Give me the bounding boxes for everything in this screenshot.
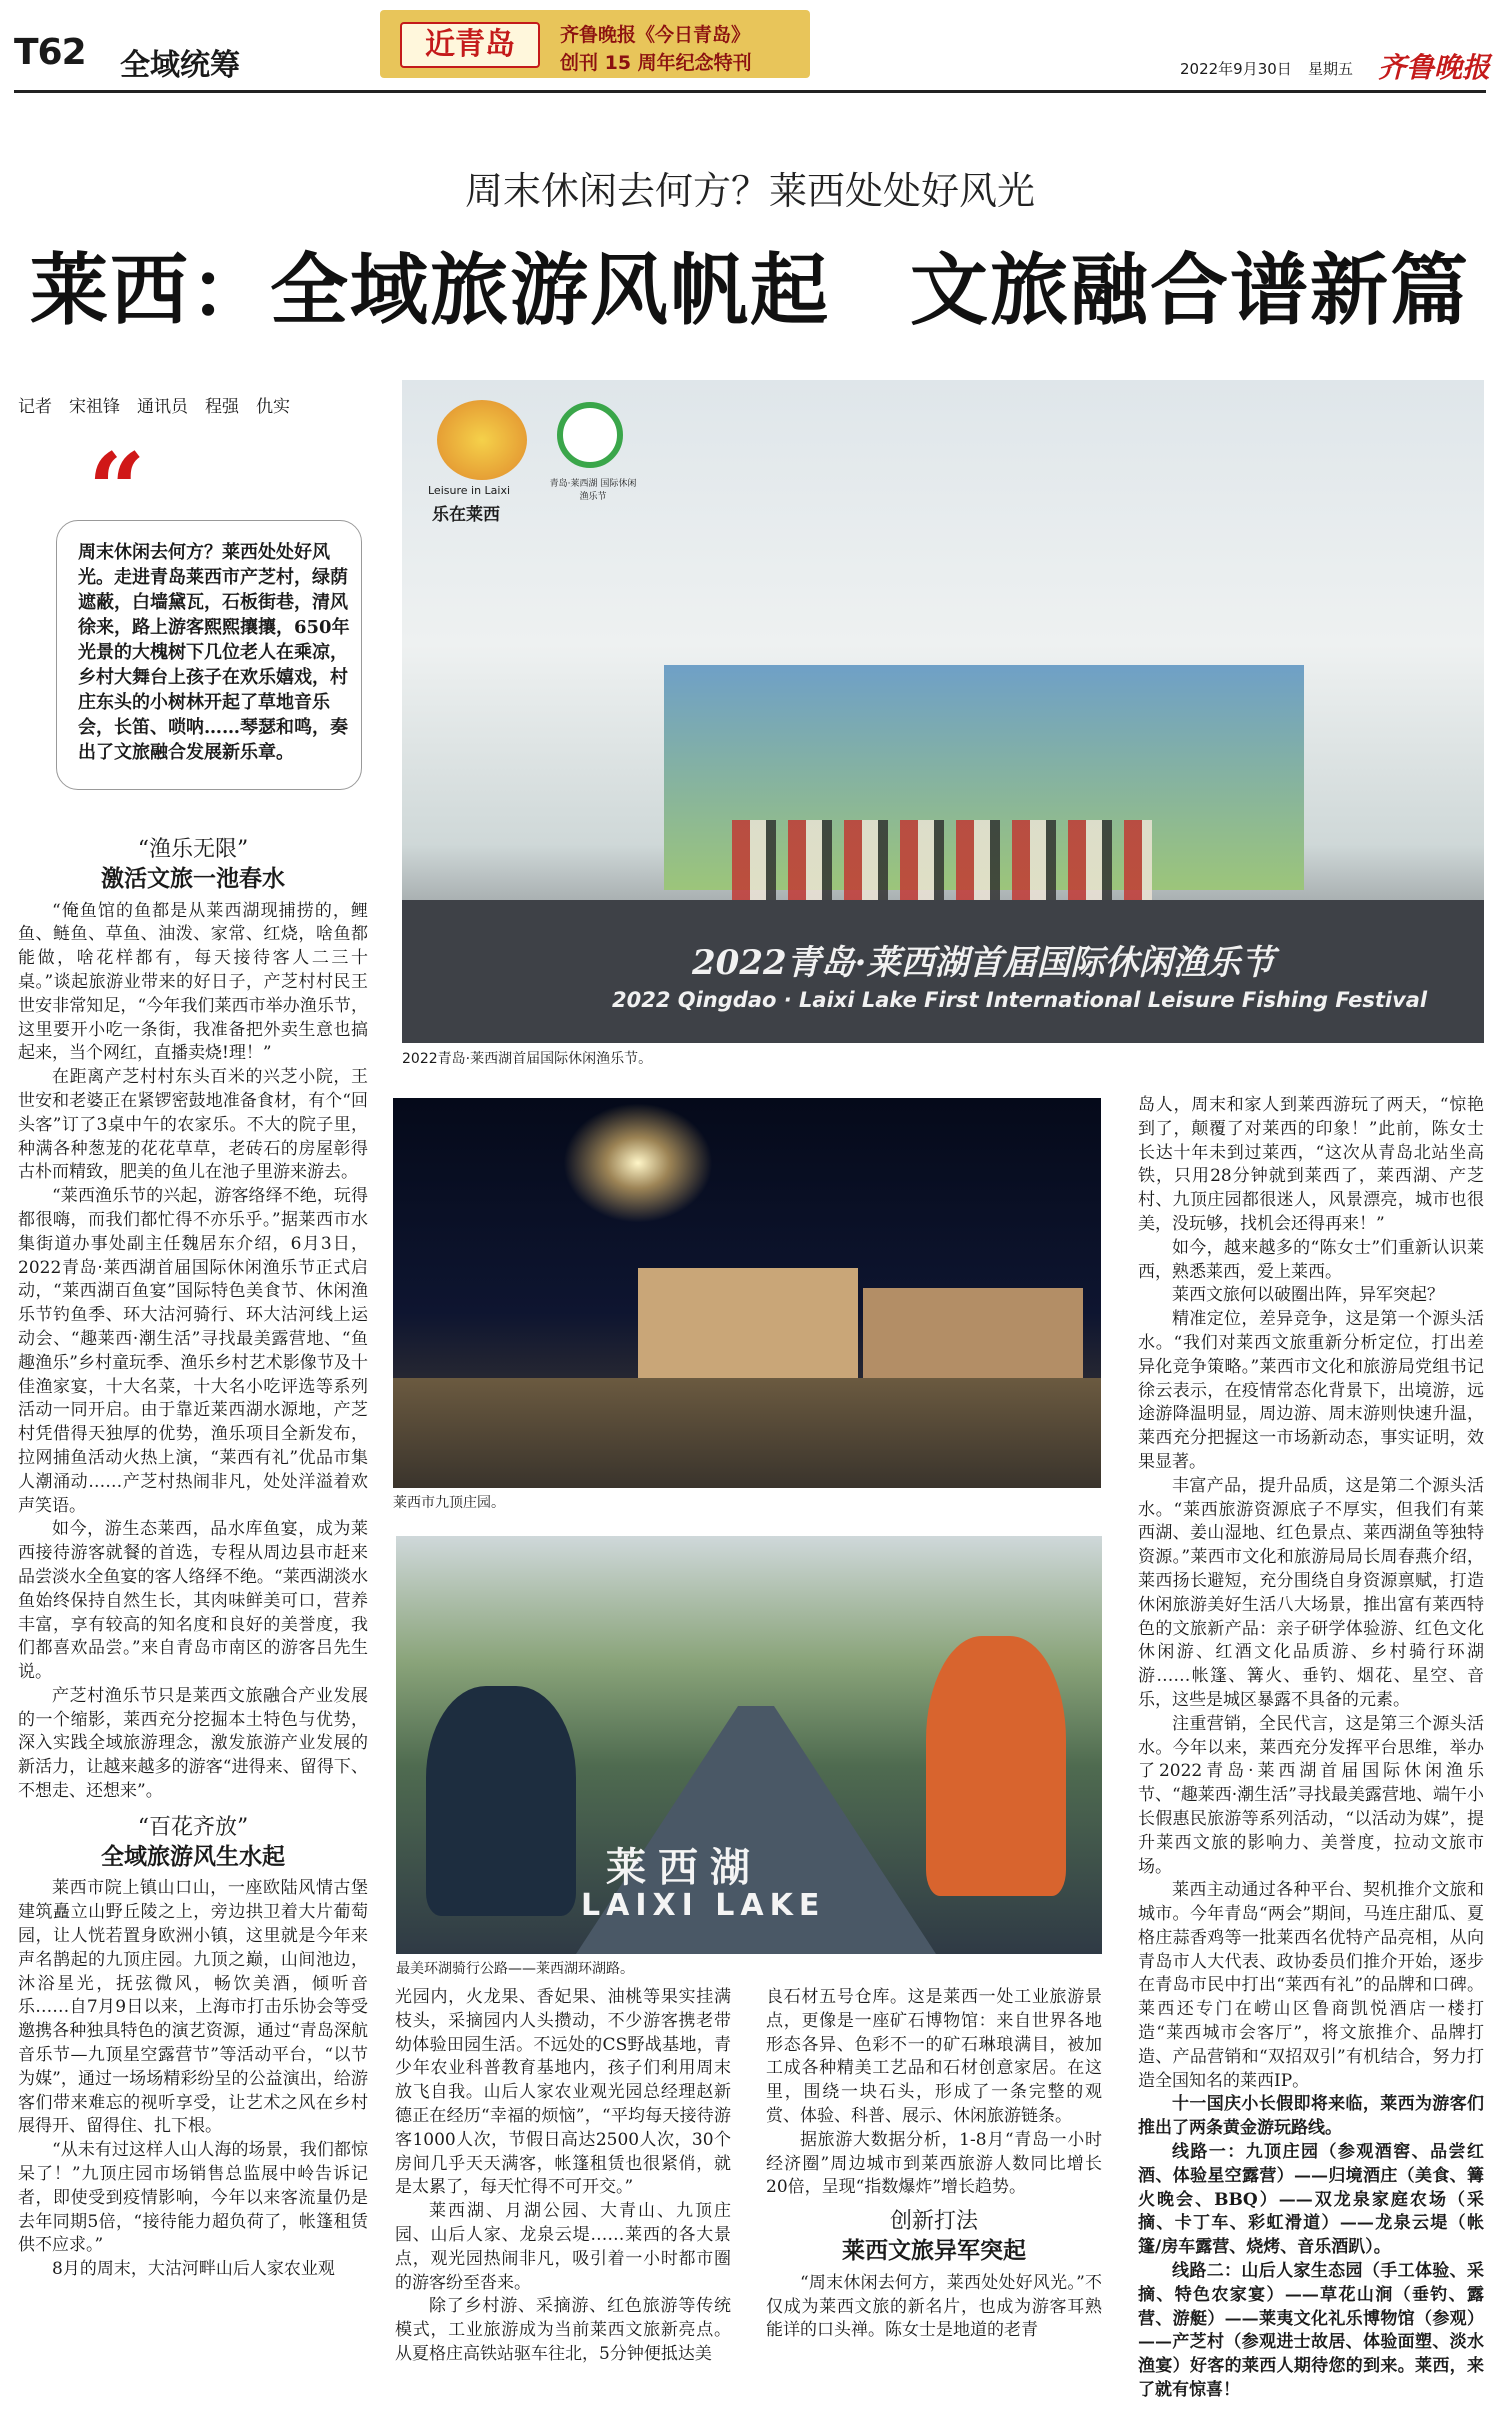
paragraph: 良石材五号仓库。这是莱西一处工业旅游景点，更像是一座矿石博物馆：来自世界各地形态各异、色彩不一的矿石琳琅满目，被加工成各种精美工艺品和石材创意家居。在这里，围绕一块石头，形成了一条完整的观赏、体验、科普、展示、休闲旅游链条。: [766, 1987, 1102, 2126]
road-marking-cn: 莱西湖: [606, 1844, 762, 1891]
cyclist-left: [426, 1686, 576, 1916]
column-mid-right: [766, 1986, 1102, 2343]
photo1-caption: 2022青岛·莱西湖首届国际休闲渔乐节。: [402, 1051, 653, 1067]
banner-line2: 创刊 15 周年纪念特刊: [560, 52, 752, 74]
paragraph: 莱西主动通过各种平台、契机推介文旅和城市。今年青岛“两会”期间，马连庄甜瓜、夏格庄蒜香鸡等一批莱西名优特产品亮相，从向青岛市人大代表、政协委员们推介开始，逐步在青岛市民中打出“莱西有礼”的品牌和口碑。莱西还专门在崂山区鲁商凯悦酒店一楼打造“莱西城市会客厅”，将文旅推介、品牌打造、产品营销和“双招双引”有机结合，努力打造全国知名的莱西IP。: [1138, 1880, 1484, 2091]
paragraph: “莱西渔乐节的兴起，游客络绎不绝，玩得都很嗨，而我们都忙得不亦乐乎。”据莱西市水集街道办事处副主任魏居东介绍，6月3日，2022青岛·莱西湖首届国际休闲渔乐节正式启动，“莱西湖百鱼宴”国际特色美食节、休闲渔乐节钓鱼季、环大沽河骑行、环大沽河线上运动会、“趣莱西·潮生活”寻找最美露营地、“鱼趣渔乐”乡村童玩季、渔乐乡村艺术影像节及十佳渔家宴，十大名菜，十大名小吃评选等系列活动一同开启。由于靠近莱西湖水源地，产芝村凭借得天独厚的优势，渔乐项目全新发布，拉网捕鱼活动火热上演，“莱西有礼”优品市集人潮涌动……产芝村热闹非凡，处处洋溢着欢声笑语。: [18, 1186, 368, 1516]
paragraph: 十一国庆小长假即将来临，莱西为游客们推出了两条黄金游玩路线。: [1138, 2094, 1484, 2139]
paragraph: 岛人，周末和家人到莱西游玩了两天，“惊艳到了，颠覆了对莱西的印象！”此前，陈女士长达十年未到过莱西，“这次从青岛北站坐高铁，只用28分钟就到莱西了，莱西湖、产芝村、九顶庄园都很迷人，风景漂亮，城市也很美，没玩够，找机会还得再来！”: [1138, 1095, 1484, 1234]
paragraph: 除了乡村游、采摘游、红色旅游等传统模式，工业旅游成为当前莱西文旅新亮点。从夏格庄高铁站驱车往北，5分钟便抵达美: [395, 2296, 731, 2364]
stage-banner-en: 2022 Qingdao · Laixi Lake First International Leisure Fishing Festival: [612, 988, 1428, 1012]
paragraph: 光园内，火龙果、香妃果、油桃等果实挂满枝头，采摘园内人头攒动，不少游客携老带幼体验田园生活。不远处的CS野战基地，青少年农业科普教育基地内，孩子们利用周末放飞自我。山后人家农业观光园总经理赵新德正在经历“幸福的烦恼”，“平均每天接待游客1000人次，节假日高达2500人次，30个房间几乎天天满客，帐篷租赁也很紧俏，就是太累了，每天忙得不可开交。”: [395, 1987, 731, 2198]
cyclist-right: [926, 1636, 1066, 1896]
paragraph: 莱西市院上镇山口山，一座欧陆风情古堡建筑矗立山野丘陵之上，旁边拱卫着大片葡萄园，让人恍若置身欧洲小镇，这里就是今年来声名鹊起的九顶庄园。九顶之巅，山间池边，沐浴星光，抚弦微风，畅饮美酒，倾听音乐……自7月9日以来，上海市打击乐协会等受邀携各种独具特色的演艺资源，通过“青岛深航音乐节—九顶星空露营节”等活动平台，“以节为媒”，通过一场场精彩纷呈的公益演出，给游客们带来难忘的视听享受，让艺术之风在乡村展得开、留得住、扎下根。: [18, 1878, 368, 2137]
paragraph: 莱西文旅何以破圈出阵，异军突起？: [1172, 1285, 1444, 1306]
paper-masthead: 齐鲁晚报: [1378, 51, 1491, 84]
column-left: [18, 838, 368, 2282]
paragraph: 在距离产芝村村东头百米的兴芝小院，王世安和老婆正在紧锣密鼓地准备食材，有个“回头客”订了3桌中午的农家乐。不大的院子里，种满各种葱茏的花花草草，老砖石的房屋彰得古朴而精致，肥美的鱼儿在池子里游来游去。: [18, 1067, 368, 1183]
road-marking-en: LAIXI LAKE: [581, 1888, 826, 1923]
paragraph: 注重营销，全民代言，这是第三个源头活水。今年以来，莱西充分发挥平台思维，举办了2022青岛·莱西湖首届国际休闲渔乐节、“趣莱西·潮生活”寻找最美露营地、端午小长假惠民旅游等系列活动，“以活动为媒”，提升莱西文旅的影响力、美誉度，拉动文旅市场。: [1138, 1713, 1484, 1877]
column-right: [1138, 1094, 1484, 2403]
kicker: 周末休闲去何方？莱西处处好风光: [464, 169, 1035, 213]
logo-caption-cn: 乐在莱西: [432, 505, 500, 525]
section3-title: 创新打法: [889, 2209, 978, 2235]
paragraph: 如今，游生态莱西，品水库鱼宴，成为莱西接待游客就餐的首选，专程从周边县市赶来品尝淡水全鱼宴的客人络绎不绝。“莱西湖淡水鱼始终保持自然生长，其肉味鲜美可口，营养丰富，享有较高的知名度和良好的美誉度，我们都喜欢品尝。”来自青岛市南区的游客吕先生说。: [18, 1519, 368, 1683]
stage-banner-cn: 2022青岛·莱西湖首届国际休闲渔乐节: [692, 943, 1275, 983]
section2-title: “百花齐放”: [137, 1814, 249, 1840]
paragraph: “周末休闲去何方，莱西处处好风光。”不仅成为莱西文旅的新名片，也成为游客耳熟能详的口头禅。陈女士是地道的老青: [766, 2272, 1102, 2341]
paragraph: 莱西湖、月湖公园、大青山、九顶庄园、山后人家、龙泉云堤……莱西的各大景点，观光园热闹非凡，吸引着一小时都市圈的游客纷至沓来。: [395, 2201, 731, 2293]
festival-stage-photo: [402, 380, 1484, 1043]
photo2-caption: 莱西市九顶庄园。: [393, 1495, 505, 1511]
section1-title: “渔乐无限”: [137, 837, 249, 862]
paragraph: 8月的周末，大沽河畔山后人家农业观: [52, 2259, 335, 2280]
section2-subtitle: 全域旅游风生水起: [101, 1843, 285, 1870]
camp-ground: [393, 1378, 1101, 1488]
banner-logo: 近青岛: [400, 22, 540, 68]
paragraph: 精准定位，差异竞争，这是第一个源头活水。“我们对莱西文旅重新分析定位，打出差异化竞争策略。”莱西市文化和旅游局党组书记徐云表示，在疫情常态化背景下，出境游，远途游降温明显，周边游、周末游则快速升温，莱西充分把握这一市场新动态，事实证明，效果显著。: [1138, 1309, 1484, 1472]
jiuding-manor-night-photo: [393, 1098, 1101, 1488]
section-name: 全域统筹: [120, 48, 240, 83]
lead-text: 周末休闲去何方？莱西处处好风光。走进青岛莱西市产芝村，绿荫遮蔽，白墙黛瓦，石板街巷，清风徐来，路上游客熙熙攘攘，650年光景的大槐树下几位老人在乘凉，乡村大舞台上孩子在欢乐嬉戏，村庄东头的小树林开起了草地音乐会，长笛、唢呐……琴瑟和鸣，奏出了文旅融合发展新乐章。: [78, 542, 350, 763]
quote-mark-icon: “: [88, 431, 146, 549]
paragraph: “俺鱼馆的鱼都是从莱西湖现捕捞的，鲤鱼、鲢鱼、草鱼、油泼、家常、红烧，啥鱼都能做，啥花样都有，每天接待客人二三十桌。”谈起旅游业带来的好日子，产芝村村民王世安非常知足，“今年我们莱西市举办渔乐节，这里要开小吃一条街，我准备把外卖生意也搞起来，当个网红，直播卖烧!理！”: [18, 900, 368, 1064]
stage-performers: [402, 820, 1484, 900]
route-two: 线路二：山后人家生态园（手工体验、采摘、特色农家宴）——草花山涧（垂钓、露营、游艇）——莱夷文化礼乐博物馆（参观）——产芝村（参观进士故居、体验面塑、淡水渔宴）好客的莱西人期待您的到来。莱西，来了就有惊喜！: [1138, 2261, 1484, 2401]
byline: 记者 宋祖锋 通讯员 程强 仇实: [18, 397, 290, 417]
logo-caption-en: Leisure in Laixi: [428, 484, 511, 497]
header-rule: [14, 90, 1486, 93]
banner-line1: 齐鲁晚报《今日青岛》: [560, 24, 751, 46]
headline: 莱西：全域旅游风帆起 文旅融合谱新篇: [29, 245, 1470, 336]
photo3-caption: 最美环湖骑行公路——莱西湖环湖路。: [396, 1961, 634, 1977]
logo2-caption: 青岛·莱西湖 国际休闲渔乐节: [549, 479, 637, 502]
route-one: 线路一：九顶庄园（参观酒窖、品尝红酒、体验星空露营）——归境酒庄（美食、篝火晚会、BBQ）——双龙泉家庭农场（采摘、卡丁车、彩虹滑道）——龙泉云堤（帐篷/房车露营、烧烤、音乐酒趴）。: [1138, 2142, 1484, 2258]
page-number: T62: [14, 32, 86, 73]
fishing-festival-logo-icon: [557, 402, 623, 468]
castle-building: [638, 1268, 858, 1378]
travel-routes: [1138, 2093, 1484, 2402]
castle-wing: [863, 1288, 1083, 1378]
section3-subtitle: 莱西文旅异军突起: [842, 2237, 1026, 2264]
paragraph: 如今，越来越多的“陈女士”们重新认识莱西，熟悉莱西，爱上莱西。: [1138, 1237, 1484, 1282]
paragraph: 据旅游大数据分析，1-8月“青岛一小时经济圈”周边城市到莱西旅游人数同比增长20倍，呈现“指数爆炸”增长趋势。: [766, 2129, 1102, 2198]
fireworks-icon: [563, 1103, 713, 1223]
column-mid-left: [395, 1986, 731, 2367]
issue-weekday: 星期五: [1308, 60, 1354, 78]
cycling-road-photo: [396, 1536, 1102, 1954]
section1-subtitle: 激活文旅一池春水: [101, 865, 285, 892]
paragraph: “从未有过这样人山人海的场景，我们都惊呆了！”九顶庄园市场销售总监展中岭告诉记者，即使受到疫情影响，今年以来客流量仍是去年同期5倍，“接待能力超负荷了，帐篷租赁供不应求。”: [18, 2140, 368, 2256]
paragraph: 丰富产品，提升品质，这是第二个源头活水。“莱西旅游资源底子不厚实，但我们有莱西湖、姜山湿地、红色景点、莱西湖鱼等独特资源。”莱西市文化和旅游局局长周春燕介绍，莱西扬长避短，充分围绕自身资源禀赋，打造休闲旅游美好生活八大场景，推出富有莱西特色的文旅新产品：亲子研学体验游、红色文化休闲游、红酒文化品质游、乡村骑行环湖游……帐篷、篝火、垂钓、烟花、星空、音乐，这些是城区暴露不具备的元素。: [1138, 1475, 1484, 1710]
paragraph: 产芝村渔乐节只是莱西文旅融合产业发展的一个缩影，莱西充分挖掘本土特色与优势，深入实践全域旅游理念，激发旅游产业发展的新活力，让越来越多的游客“进得来、留得下、不想走、还想来”。: [18, 1685, 368, 1802]
issue-date: 2022年9月30日: [1180, 60, 1292, 78]
festival-logo-icon: [437, 400, 527, 480]
